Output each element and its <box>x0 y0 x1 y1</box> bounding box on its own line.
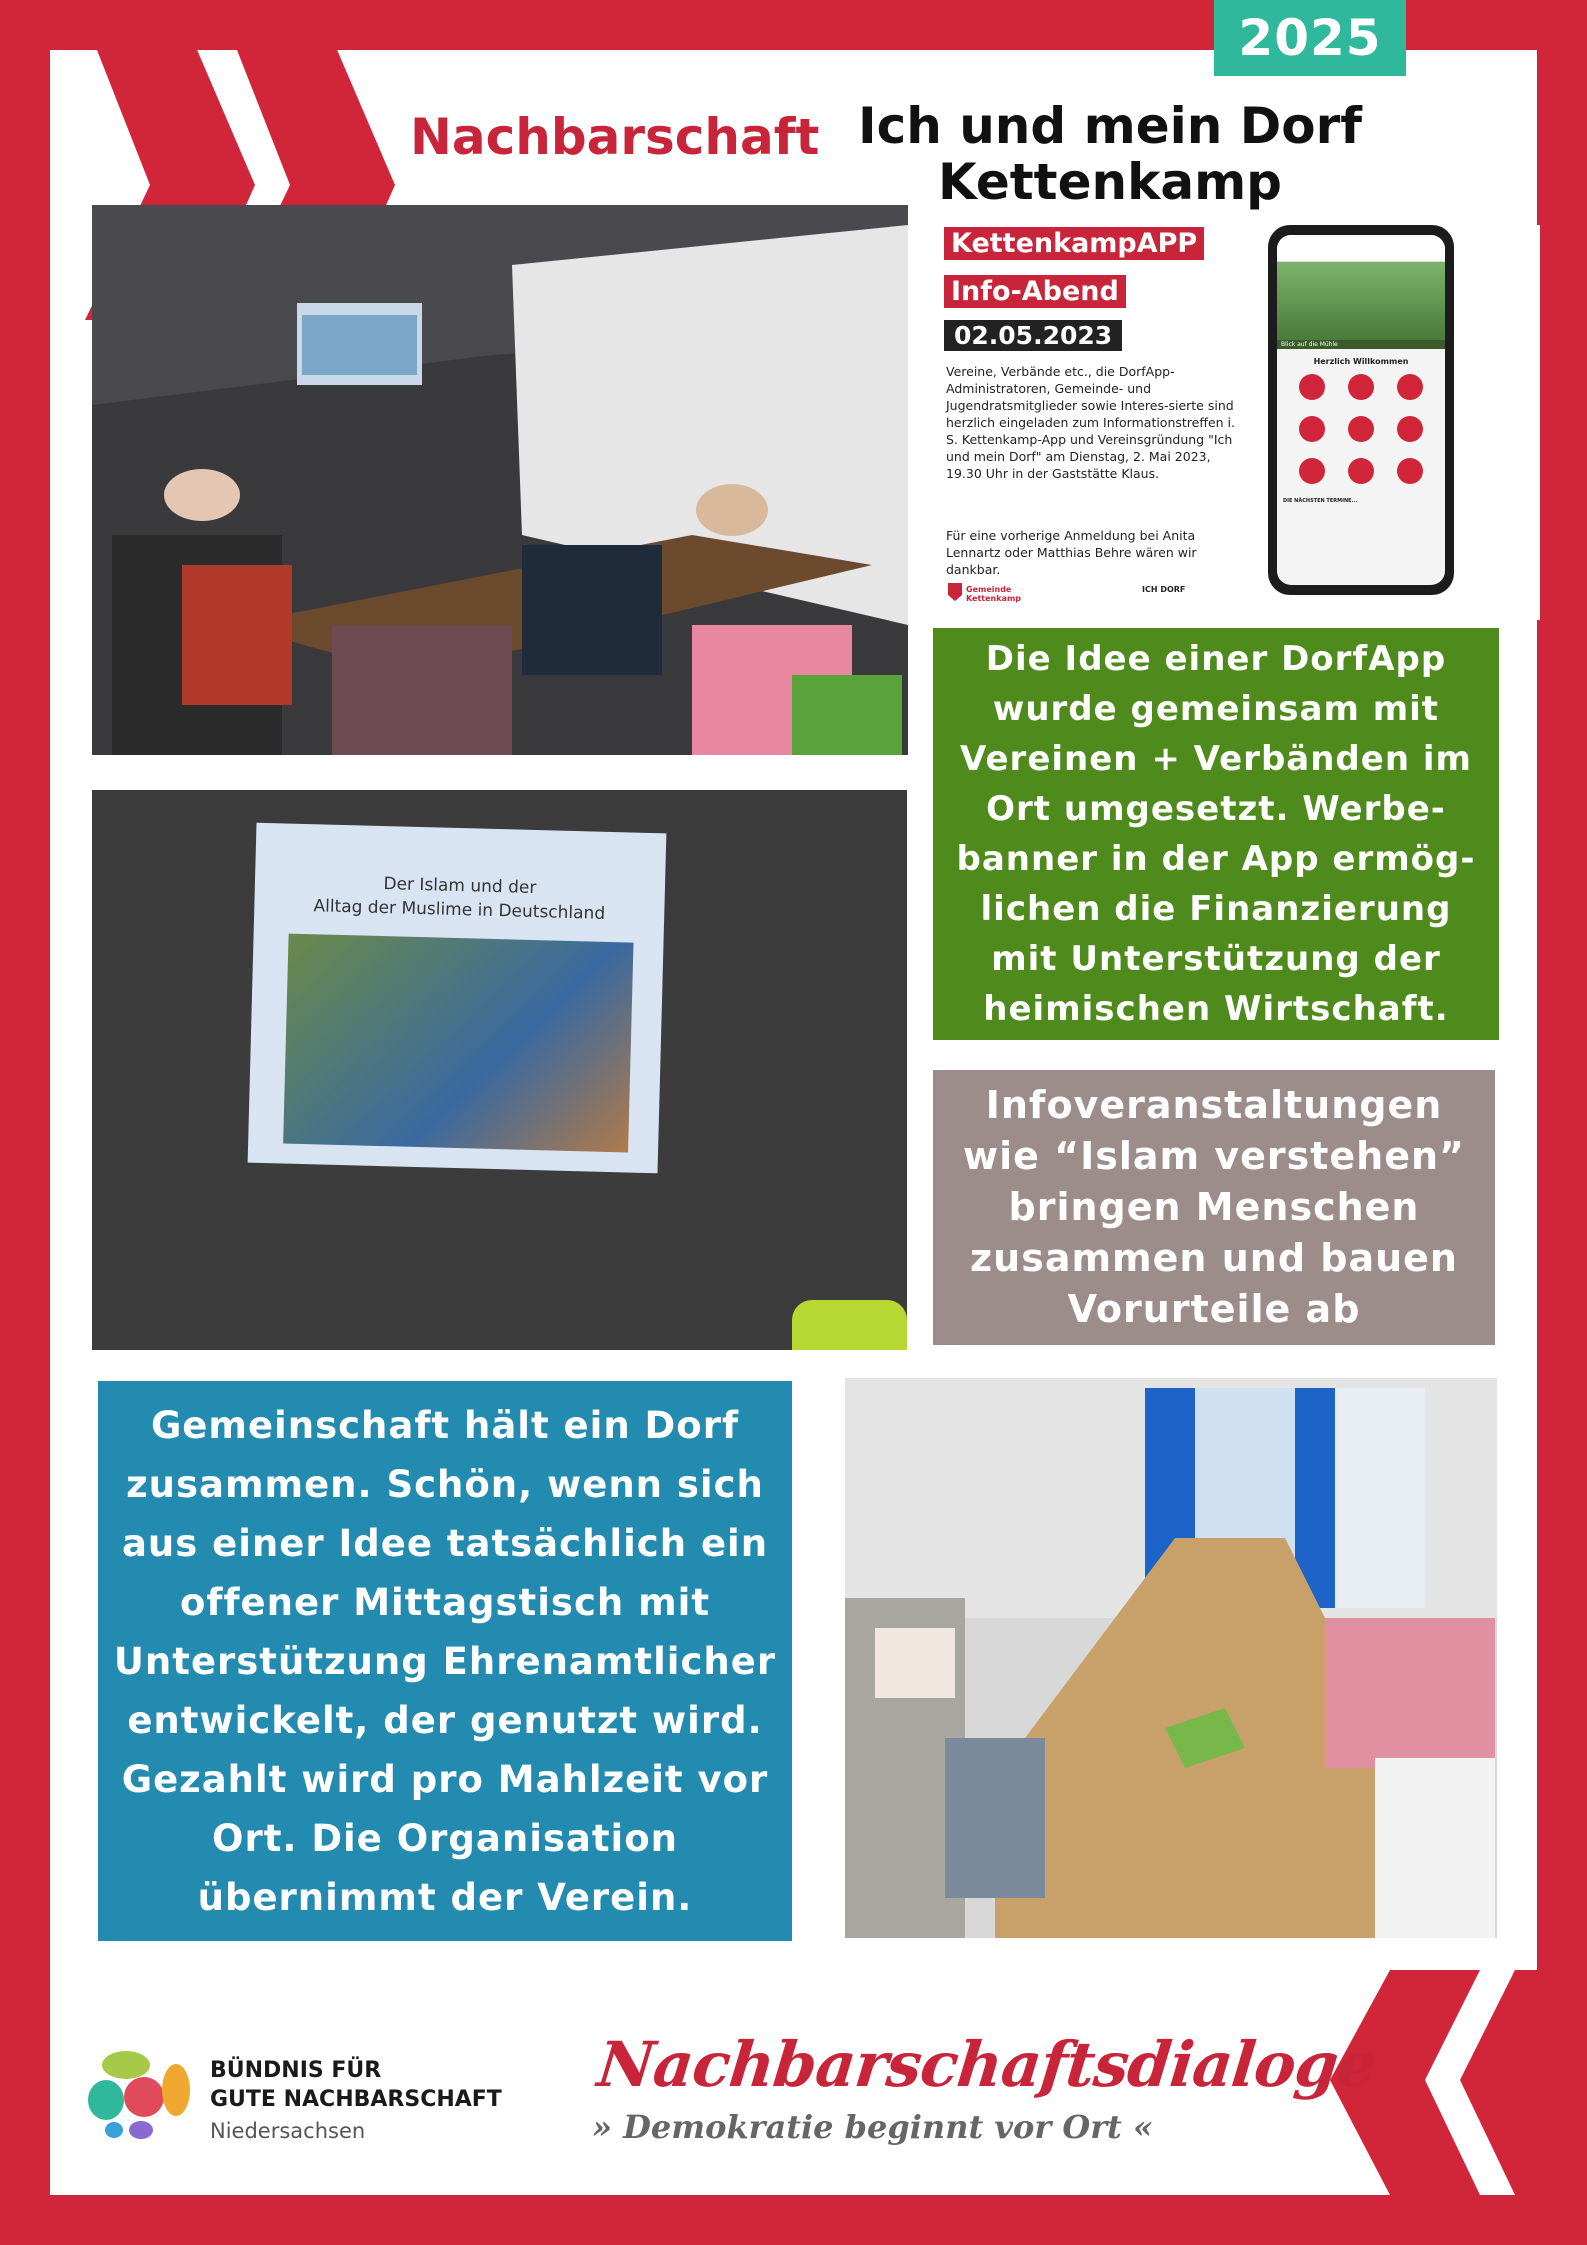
flyer-date: 02.05.2023 <box>944 320 1122 351</box>
frame-bottom <box>0 2195 1587 2245</box>
buendnis-line-2: GUTE NACHBARSCHAFT <box>210 2087 502 2112</box>
section-title: Nachbarschaft <box>410 108 820 166</box>
infoveranstaltung-text-box: Infoveranstaltungen wie “Islam verstehen” bringen Menschen zusammen und bauen Vorurteile ab <box>933 1070 1495 1345</box>
phone-app-icon[interactable] <box>1348 374 1374 400</box>
flyer-tag-app: KettenkampAPP <box>944 227 1204 260</box>
phone-welcome: Herzlich Willkommen <box>1313 357 1409 366</box>
gemeinde-logo-icon <box>948 583 962 601</box>
dorfapp-text-box: Die Idee einer DorfApp wurde gemeinsam mit Vereinen + Verbänden im Ort umgesetzt. Werbe-banner in der App ermög-lichen die Finanzierung mit Unterstützung der heimischen Wirtschaft. <box>933 628 1499 1040</box>
buendnis-line-1: BÜNDNIS FÜR <box>210 2058 382 2083</box>
phone-header <box>1277 235 1445 262</box>
photo-islam-slide <box>92 790 907 1350</box>
slide-title-2: Alltag der Muslime in Deutschland <box>313 896 606 924</box>
flyer-tag-abend: Info-Abend <box>944 275 1126 308</box>
slide-title-1: Der Islam und der <box>383 874 537 899</box>
phone-caption: Blick auf die Mühle <box>1277 340 1445 349</box>
phone-app-icon[interactable] <box>1397 374 1423 400</box>
mittagstisch-text-box: Gemeinschaft hält ein Dorf zusammen. Schön, wenn sich aus einer Idee tatsächlich ein offener Mittagstisch mit Unterstützung Ehrenamtlicher entwickelt, der genutzt wird. Gezahlt wird pro Mahlzeit vor Ort. Die Organisation übernimmt der Verein. <box>98 1381 792 1941</box>
phone-icon-grid <box>1277 370 1445 488</box>
photo-lunch-table <box>845 1378 1497 1938</box>
phone-app-icon[interactable] <box>1348 416 1374 442</box>
flyer-logo-dorf: ICH DORF <box>1142 585 1186 594</box>
phone-app-icon[interactable] <box>1299 458 1325 484</box>
phone-mockup <box>1268 225 1454 595</box>
flyer-info-abend <box>940 225 1540 620</box>
phone-screen <box>1277 235 1445 585</box>
phone-app-icon[interactable] <box>1299 374 1325 400</box>
phone-photo <box>1277 262 1445 340</box>
projection <box>248 823 667 1174</box>
buendnis-name <box>210 2056 502 2114</box>
flyer-body: Vereine, Verbände etc., die DorfApp-Administratoren, Gemeinde- und Jugendratsmitglieder sowie Interes-sierte sind herzlich eingeladen zum Informationstreffen i. S. Kettenkamp-App und Vereinsgründung "Ich und mein Dorf" am Dienstag, 2. Mai 2023, 19.30 Uhr in der Gaststätte Klaus. <box>946 364 1235 481</box>
phone-next-dates: DIE NÄCHSTEN TERMINE... <box>1283 498 1358 504</box>
phone-app-icon[interactable] <box>1348 458 1374 484</box>
frame-right <box>1537 0 1587 2245</box>
year-badge: 2025 <box>1214 0 1406 76</box>
slide-photo <box>283 934 633 1153</box>
campaign-slogan: » Demokratie beginnt vor Ort « <box>592 2108 1153 2146</box>
phone-app-icon[interactable] <box>1397 458 1423 484</box>
flyer-logo-gemeinde: Gemeinde Kettenkamp <box>966 585 1022 603</box>
buendnis-logo-icon <box>86 2045 196 2145</box>
page-title: Ich und mein Dorf Kettenkamp <box>857 97 1363 211</box>
phone-app-icon[interactable] <box>1299 416 1325 442</box>
campaign-title: Nachbarschaftsdialoge <box>594 2028 1380 2101</box>
green-cushion <box>792 1300 907 1350</box>
photo-info-evening <box>92 205 908 755</box>
phone-app-icon[interactable] <box>1397 416 1423 442</box>
buendnis-region: Niedersachsen <box>210 2119 366 2143</box>
flyer-body-2: Für eine vorherige Anmeldung bei Anita Lennartz oder Matthias Behre wären wir dankbar. <box>946 528 1197 577</box>
